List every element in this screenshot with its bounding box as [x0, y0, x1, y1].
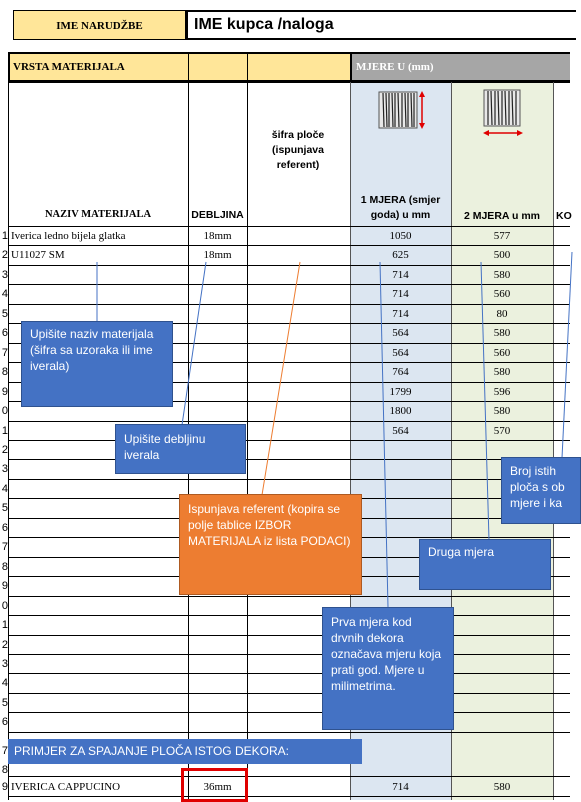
- example-banner-text: PRIMJER ZA SPAJANJE PLOČA ISTOG DEKORA:: [14, 744, 289, 758]
- row-number: 5: [1, 502, 8, 515]
- row-number: 2: [1, 638, 8, 651]
- row-number: 2: [1, 443, 8, 456]
- order-label: IME NARUDŽBE: [56, 20, 143, 32]
- col-name-label: NAZIV MATERIJALA: [44, 209, 152, 220]
- row-number: 8: [1, 560, 8, 573]
- dim1-cell[interactable]: 564: [392, 424, 409, 437]
- row-number: 4: [1, 677, 8, 690]
- row-number: 6: [1, 521, 8, 534]
- col-dim1-label: 1 MJERA (smjer goda) u mm: [360, 194, 441, 221]
- row-number: 1: [1, 619, 8, 631]
- dim2-cell[interactable]: 560: [493, 288, 511, 301]
- row-number: 7: [1, 745, 8, 757]
- row-number: 4: [1, 482, 8, 495]
- dim2-cell[interactable]: 580: [493, 327, 511, 340]
- dim1-cell[interactable]: 764: [392, 366, 409, 379]
- material-name-cell[interactable]: Iverica ledno bijela glatka: [11, 230, 126, 242]
- col-code-label: šifra ploče (ispunjava referent): [271, 129, 325, 171]
- row-number: 1: [1, 424, 8, 437]
- dim2-cell[interactable]: 580: [493, 405, 511, 417]
- dim1-cell[interactable]: 564: [392, 346, 409, 359]
- row-number: 9: [1, 385, 8, 398]
- example-dim2-cell[interactable]: 580: [493, 781, 511, 793]
- row-number: 3: [1, 657, 8, 670]
- dim2-cell[interactable]: 570: [493, 424, 511, 437]
- dim1-cell[interactable]: 625: [392, 249, 409, 262]
- callout-name-hint: Upišite naziv materijala (šifra sa uzoraka ili ime iverala): [21, 321, 173, 407]
- example-dim1-cell[interactable]: 714: [392, 781, 409, 793]
- callout-referent-hint: Ispunjava referent (kopira se polje tablice IZBOR MATERIJALA iz lista PODACI): [179, 494, 362, 595]
- row-number: 8: [1, 764, 8, 776]
- row-number: 6: [1, 716, 8, 729]
- material-type-label: VRSTA MATERIJALA: [13, 61, 125, 73]
- dim1-cell[interactable]: 1800: [389, 405, 412, 417]
- col-dim2-label: 2 MJERA u mm: [463, 210, 541, 222]
- callout-quantity-hint: Broj istih ploča s ob mjere i ka: [501, 457, 581, 524]
- row-number: 5: [1, 307, 8, 320]
- callout-thickness-hint: Upišite debljinu iverala: [115, 424, 246, 474]
- col-quantity-label: KO: [556, 210, 572, 222]
- row-number: 9: [1, 781, 8, 793]
- dim1-cell[interactable]: 564: [392, 327, 409, 340]
- dim2-cell[interactable]: 500: [493, 249, 511, 262]
- row-number: 3: [1, 463, 8, 476]
- col-thickness-label: DEBLJINA: [191, 209, 244, 221]
- row-number: 3: [1, 268, 8, 281]
- dim1-cell[interactable]: 714: [392, 268, 409, 281]
- dim1-cell[interactable]: 1799: [389, 385, 412, 398]
- row-number: 7: [1, 346, 8, 359]
- dim1-cell[interactable]: 1050: [389, 230, 412, 242]
- dim2-cell[interactable]: 80: [496, 307, 508, 320]
- material-name-cell[interactable]: U11027 SM: [11, 249, 65, 262]
- thickness-cell[interactable]: 18mm: [203, 230, 232, 242]
- dim1-cell[interactable]: 714: [392, 307, 409, 320]
- row-number: 8: [1, 366, 8, 379]
- dim1-cell[interactable]: 714: [392, 288, 409, 301]
- dim2-cell[interactable]: 580: [493, 366, 511, 379]
- row-number: 9: [1, 580, 8, 593]
- thickness-cell[interactable]: 18mm: [203, 249, 232, 262]
- dim2-cell[interactable]: 577: [493, 230, 511, 242]
- row-number: 1: [1, 230, 8, 242]
- example-name-cell[interactable]: IVERICA CAPPUCINO: [11, 781, 121, 793]
- dim2-cell[interactable]: 596: [493, 385, 511, 398]
- dim2-cell[interactable]: 560: [493, 346, 511, 359]
- callout-dim2-hint: Druga mjera: [419, 539, 551, 590]
- order-name-value: IME kupca /naloga: [194, 16, 334, 33]
- row-number: 7: [1, 541, 8, 554]
- row-number: 6: [1, 327, 8, 340]
- row-number: 2: [1, 249, 8, 262]
- row-number: 4: [1, 288, 8, 301]
- row-number: 0: [1, 599, 8, 612]
- callout-dim1-hint: Prva mjera kod drvnih dekora označava mjeru koja prati god. Mjere u milimetrima.: [322, 607, 454, 730]
- dimensions-label: MJERE U (mm): [356, 61, 434, 73]
- dim2-cell[interactable]: 580: [493, 268, 511, 281]
- row-number: 5: [1, 696, 8, 709]
- row-number: 0: [1, 405, 8, 417]
- example-thickness-cell[interactable]: 36mm: [203, 781, 232, 793]
